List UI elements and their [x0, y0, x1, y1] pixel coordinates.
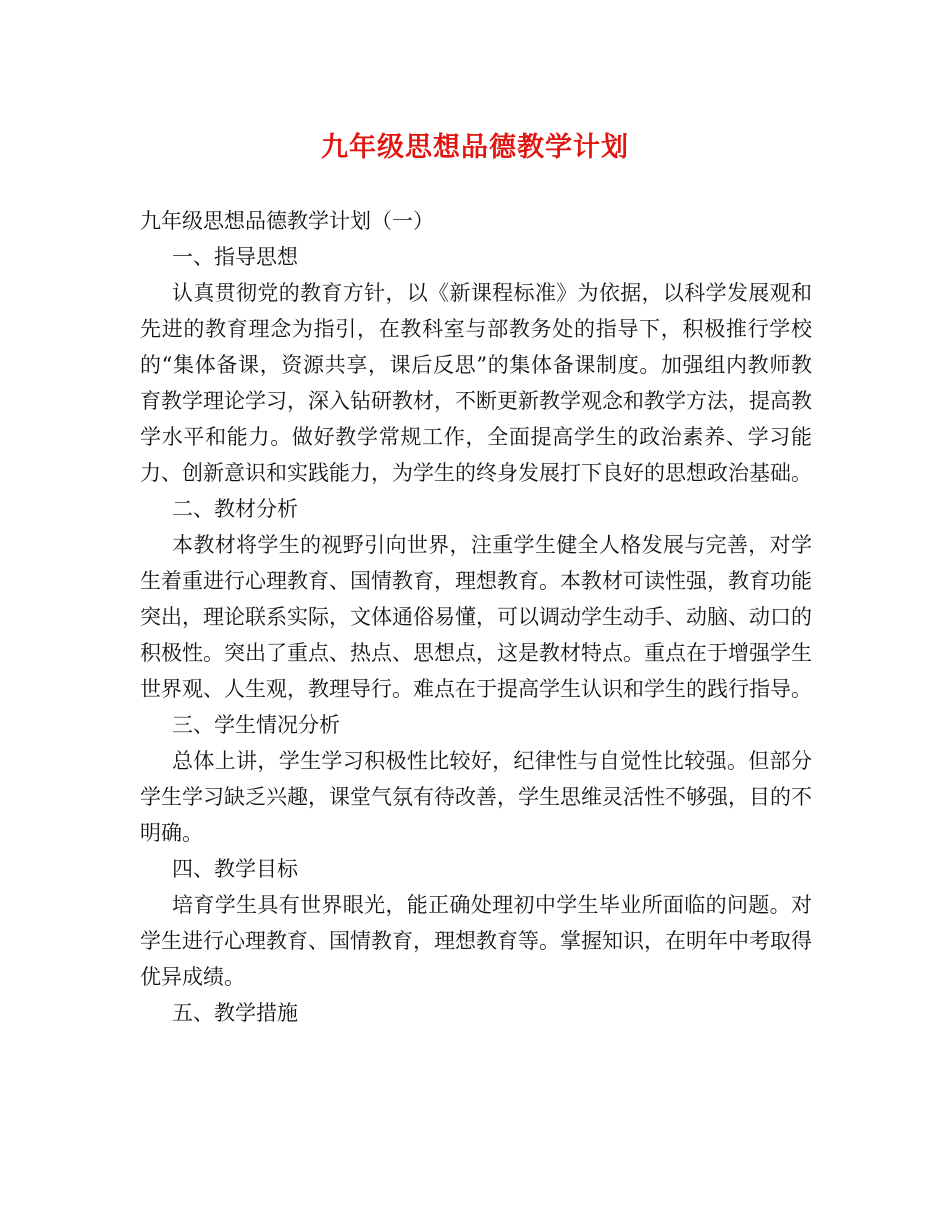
section-body-teaching-goals: 培育学生具有世界眼光，能正确处理初中学生毕业所面临的问题。对学生进行心理教育、国情教育，理想教育等。掌握知识，在明年中考取得优异成绩。 [140, 893, 812, 989]
section-heading-guiding-ideology: 一、指导思想 [172, 245, 298, 269]
section-body-textbook-analysis: 本教材将学生的视野引向世界，注重学生健全人格发展与完善，对学生着重进行心理教育、国情教育，理想教育。本教材可读性强，教育功能突出，理论联系实际，文体通俗易懂，可以调动学生动手、动脑、动口的积极性。突出了重点、热点、思想点，这是教材特点。重点在于增强学生世界观、人生观，教理导行。难点在于提高学生认识和学生的践行指导。 [140, 533, 812, 701]
document-body [140, 203, 812, 1031]
section-heading-textbook-analysis: 二、教材分析 [172, 497, 298, 521]
section-body-student-analysis: 总体上讲，学生学习积极性比较好，纪律性与自觉性比较强。但部分学生学习缺乏兴趣，课堂气氛有待改善，学生思维灵活性不够强，目的不明确。 [140, 749, 812, 845]
section-body-guiding-ideology: 认真贯彻党的教育方针，以《新课程标准》为依据，以科学发展观和先进的教育理念为指引，在教科室与部教务处的指导下，积极推行学校的“集体备课，资源共享，课后反思”的集体备课制度。加强组内教师教育教学理论学习，深入钻研教材，不断更新教学观念和教学方法，提高教学水平和能力。做好教学常规工作，全面提高学生的政治素养、学习能力、创新意识和实践能力，为学生的终身发展打下良好的思想政治基础。 [140, 281, 812, 485]
section-heading-student-analysis: 三、学生情况分析 [172, 713, 340, 737]
document-title: 九年级思想品德教学计划 [321, 132, 629, 163]
section-heading-teaching-goals: 四、教学目标 [172, 857, 298, 881]
section-heading-teaching-measures: 五、教学措施 [172, 1001, 298, 1025]
document-subtitle: 九年级思想品德教学计划（一） [140, 209, 434, 233]
